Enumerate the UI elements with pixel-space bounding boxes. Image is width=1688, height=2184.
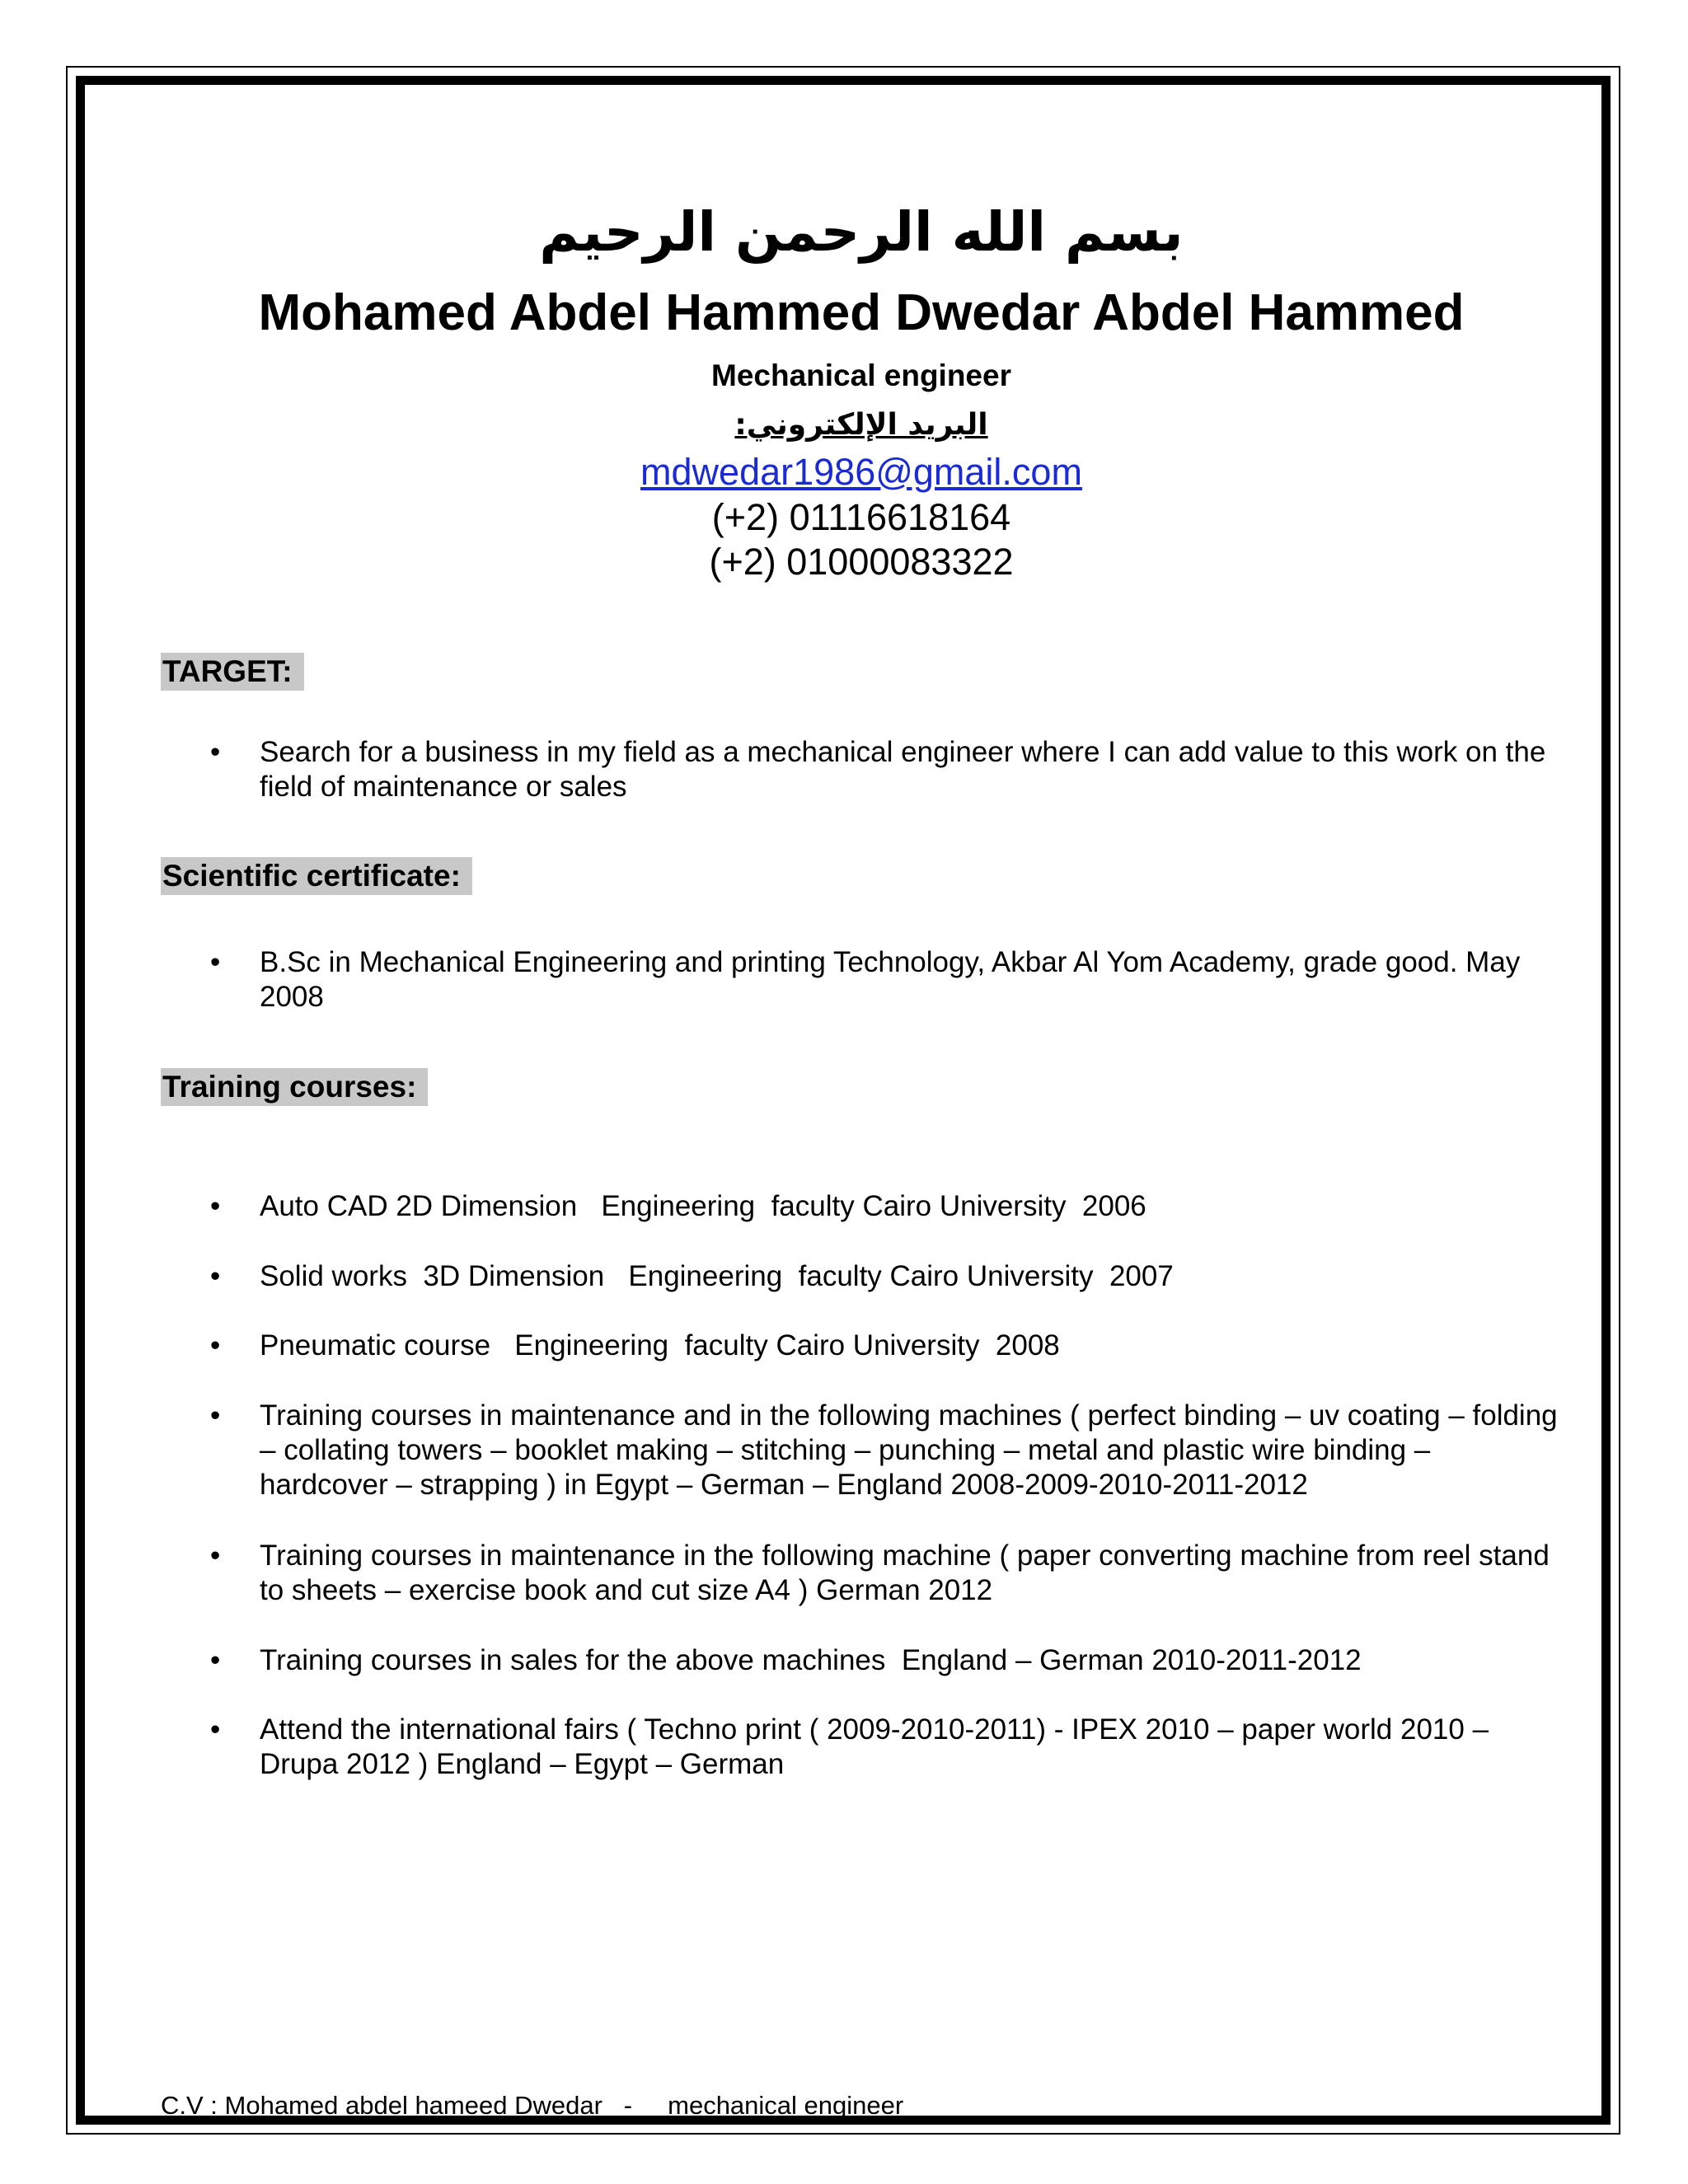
page-footer: C.V : Mohamed abdel hameed Dwedar - mechanical engineer xyxy=(161,2091,904,2120)
list-item-text: Pneumatic course Engineering faculty Cairo University 2008 xyxy=(260,1329,1060,1361)
bullet-icon: • xyxy=(210,1713,221,1746)
phone-number: (+2) 01116618164 xyxy=(711,496,1011,538)
section-title-training: Training courses: xyxy=(161,1068,428,1106)
list-item-text: Attend the international fairs ( Techno print ( 2009-2010-2011) - IPEX 2010 – paper world 2010 – Drupa 2012 ) England – Egypt – German xyxy=(260,1713,1489,1780)
list-item-text: Solid works 3D Dimension Engineering faculty Cairo University 2007 xyxy=(260,1260,1174,1292)
basmala-heading: بسم الله الرحمن الرحيم xyxy=(539,200,1184,264)
email-link[interactable]: mdwedar1986@gmail.com xyxy=(640,451,1082,493)
list-item-text: Training courses in maintenance and in the following machines ( perfect binding – uv coating – folding – collating towers – booklet making – stitching – punching – metal and plastic wire binding – hardcover – strapping ) in Egypt – German – England 2008-2009-2010-2011-2012 xyxy=(260,1399,1558,1501)
email-line xyxy=(161,448,1562,496)
bullet-icon: • xyxy=(210,1399,221,1432)
bullet-icon: • xyxy=(210,946,221,978)
bullet-icon: • xyxy=(210,1190,221,1222)
list-item-text: B.Sc in Mechanical Engineering and printing Technology, Akbar Al Yom Academy, grade good. May 2008 xyxy=(260,946,1521,1013)
bullet-icon: • xyxy=(210,736,221,768)
cv-document xyxy=(161,0,1562,2184)
bullet-icon: • xyxy=(210,1260,221,1292)
section-title-certificate: Scientific certificate: xyxy=(161,857,472,895)
bullet-icon: • xyxy=(210,1540,221,1572)
list-item-text: Search for a business in my field as a mechanical engineer where I can add value to this work on the field of maintenance or sales xyxy=(260,736,1546,803)
profession-title: Mechanical engineer xyxy=(711,359,1011,392)
section-title-target: TARGET: xyxy=(161,653,304,691)
bullet-icon: • xyxy=(210,1644,221,1676)
list-item-text: Training courses in sales for the above machines England – German 2010-2011-2012 xyxy=(260,1644,1362,1676)
phone-number: (+2) 01000083322 xyxy=(709,541,1014,583)
candidate-name: Mohamed Abdel Hammed Dwedar Abdel Hammed xyxy=(258,284,1465,341)
list-item-text: Training courses in maintenance in the following machine ( paper converting machine from reel stand to sheets – exercise book and cut size A4 ) German 2012 xyxy=(260,1540,1550,1606)
list-item-text: Auto CAD 2D Dimension Engineering faculty Cairo University 2006 xyxy=(260,1190,1146,1222)
email-label: البريد الإلكتروني: xyxy=(734,408,988,442)
bullet-icon: • xyxy=(210,1329,221,1361)
